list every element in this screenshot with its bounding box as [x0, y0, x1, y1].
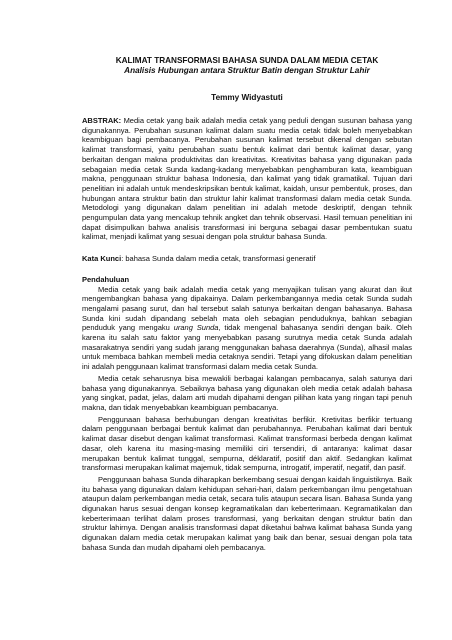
section-heading: Pendahuluan — [82, 274, 130, 284]
paragraph: Penggunaan bahasa Sunda diharapkan berkembang sesuai dengan kaidah linguistiknya. Baik itu bahasa yang digunakan dalam kehidupan sehari-hari, dalam perkembangan ilmu pengetahuan ataupun dalam perkembangan media cetak, secara tulis ataupun secara lisan. Bahasa Sunda yang digunakan harus sesuai dengan konsep kegramatikalan dan keberterimaan. Kegramatikalan dan keberterimaan terlihat dalam proses transformasi, yang berkaitan dengan struktur batin dan struktur lahirnya. Dengan analisis transformasi dapat diketahui bahwa kalimat bahasa Sunda yang digunakan dalam media cetak merupakan kalimat yang baik dan benar, sesuai dengan pola tata bahasa Sunda dan mudah dipahami oleh pembacanya. — [82, 474, 412, 552]
paper-subtitle: Analisis Hubungan antara Struktur Batin dengan Struktur Lahir — [124, 66, 370, 75]
paragraph: Penggunaan bahasa berhubungan dengan kreativitas berfikir. Kretivitas berfikir tertuang dalam penggunaan berbagai bentuk kalimat dan perubahannya. Perubahan kalimat dari bentuk kalimat dasar disebut dengan kalimat transformasi. Kalimat transformasi berbeda dengan kalimat dasar, oleh karena itu masing-masing memiliki ciri tersendiri, di antaranya: kalimat dasar merupakan bentuk kalimat tunggal, sempurna, déklaratif, positif dan aktif. Sedangkan kalimat transformasi merupakan kalimat majemuk, tidak sempurna, introgatif, imperatif, negatif, dan pasif. — [82, 414, 412, 473]
abstract-text: Media cetak yang baik adalah media cetak yang peduli dengan susunan bahasa yang digunakannya. Perubahan susunan kalimat dalam suatu media cetak tidak boleh menyebabkan keambiguan bagi pembacanya. Perubahan susunan kalimat tersebut dikenal dengan sebutan kalimat transformasi, yaitu perubahan suatu bentuk kalimat dari bentuk kalimat dasar, yang berkaitan dengan makna produktivitas dan kreativitas. Kreativitas bahasa yang digunakan pada sebagaian media cetak Sunda kadang-kadang menyebabkan penghamburan kata, keambiguan makna, penggunaan struktur bahasa Indonesia, dan kalimat yang tidak gramatikal. Tujuan dari penelitian ini adalah untuk mendeskripsikan bentuk kalimat, kaidah, unsur pembentuk, proses, dan hubungan antara struktur batin dan struktur lahir kalimat transformasi dalam media cetak Sunda. Metodologi yang digunakan dalam penelitian ini adalah metode deskriptif, dengan tehnik pengumpulan data yang mencakup tehnik angket dan tehnik observasi. Hasil temuan penelitian ini dapat disimpulkan bahwa analisis transformasi ini berguna sebagai dasar pembentukan suatu kalimat, menjadi kalimat yang sesuai dengan pola struktur bahasa Sunda. — [82, 116, 412, 242]
paragraph — [82, 285, 412, 372]
paper-title: KALIMAT TRANSFORMASI BAHASA SUNDA DALAM MEDIA CETAK — [115, 56, 379, 65]
abstract-label: ABSTRAK: — [82, 116, 122, 125]
keywords-label: Kata Kunci — [82, 254, 122, 264]
paragraph-text: Media cetak yang baik adalah media cetak yang menyajikan tulisan yang akurat dan ikut mengembangkan bahasa yang dipakainya. Dalam perkembangannya media cetak Sunda sudah mengalami pasang surut, dan hal tersebut salah satunya berkaitan dengan bahasanya. Bahasa Sunda kini sudah dipandang sebelah mata oleh sebagian penduduknya, bahkan sebagian penduduk yang mengaku — [82, 284, 412, 333]
paragraph-text: , tidak mengenal bahasanya sendiri dengan baik. Oleh karena itu salah satu faktor yang menyebabkan pasang surutnya media cetak Sunda adalah masarakatnya sendiri yang sudah jarang menggunakan bahasa daerahnya (Sunda), alhasil malas untuk membaca bahkan membeli media cetaknya sendiri. Tetapi yang difokuskan dalam penelitian ini adalah penggunaan kalimat transformasi dalam media cetak Sunda. — [82, 323, 412, 372]
italic-term: urang Sunda — [173, 323, 219, 333]
body-text — [82, 285, 412, 553]
paragraph: Media cetak seharusnya bisa mewakili berbagai kalangan pembacanya, salah satunya dari bahasa yang digunakannya. Sebaiknya bahasa yang digunakan oleh media cetak adalah bahasa yang singkat, padat, jelas, dalam arti mudah dipahami dengan pilihan kata yang ringan tapi penuh makna, dan tidak menyebabkan keambiguan pembacanya. — [82, 373, 412, 412]
author-name: Temmy Widyastuti — [211, 93, 283, 102]
keywords-text: : bahasa Sunda dalam media cetak, transformasi generatif — [121, 254, 316, 264]
keywords — [82, 254, 412, 264]
abstract — [82, 116, 412, 242]
